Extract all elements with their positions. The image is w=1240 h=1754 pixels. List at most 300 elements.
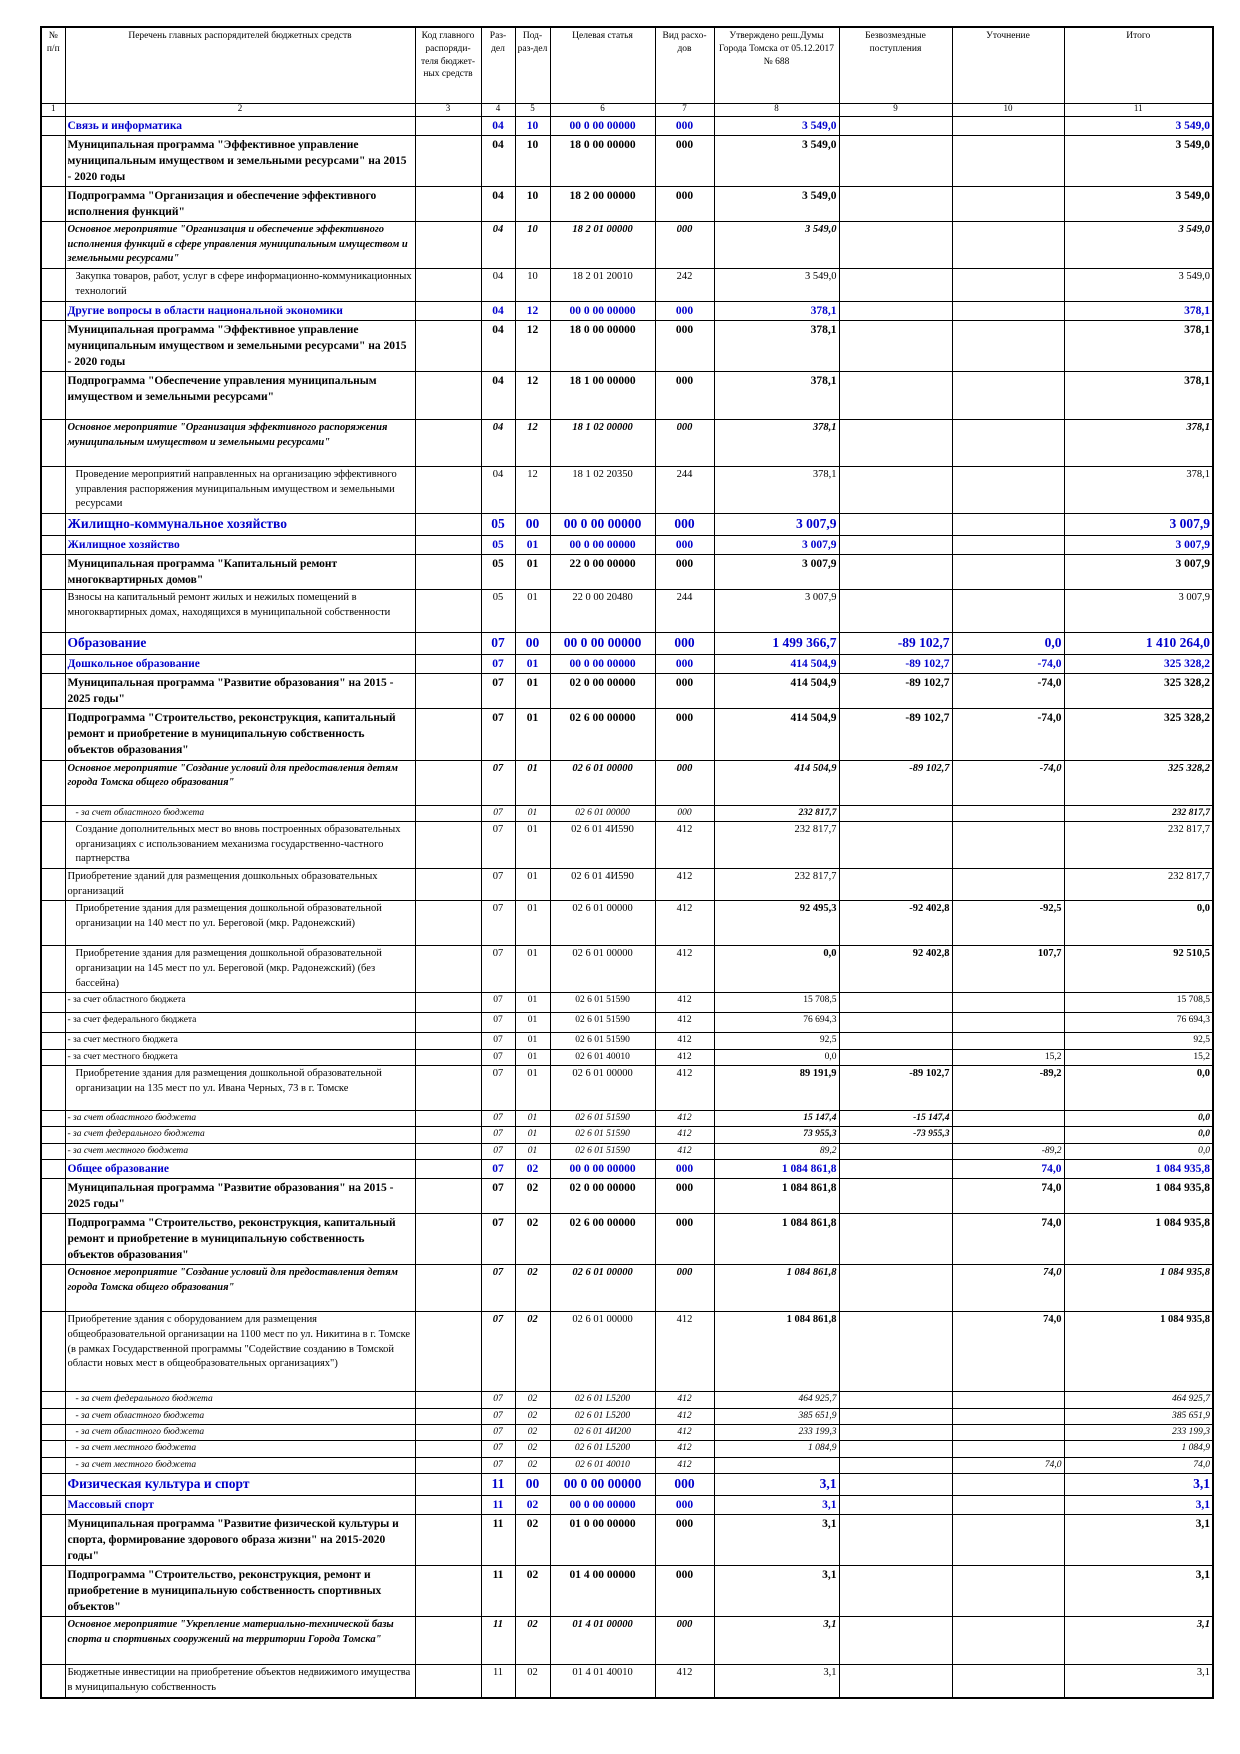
cell-podrazdel: 02 bbox=[515, 1312, 550, 1392]
cell-kod bbox=[415, 1265, 481, 1312]
cell-name: Приобретение здания с оборудованием для размещения общеобразовательной организации на 1100 мест по ул. Никитина в г. Томске (в рамках Государственной программы "Содействие созданию в Томской области новых мест в общеобразовательных организациях") bbox=[65, 1312, 415, 1392]
cell-utverzhdeno: 3 007,9 bbox=[714, 590, 839, 633]
cell-razdel: 11 bbox=[481, 1665, 515, 1698]
cell-npp bbox=[41, 1617, 65, 1665]
cell-itogo: 378,1 bbox=[1064, 320, 1213, 371]
cell-razdel: 07 bbox=[481, 760, 515, 805]
table-row bbox=[41, 946, 1213, 993]
cell-utochnenie bbox=[952, 1392, 1064, 1408]
cell-utverzhdeno: 92,5 bbox=[714, 1033, 839, 1049]
cell-kod bbox=[415, 535, 481, 554]
cell-vid: 000 bbox=[655, 674, 714, 709]
cell-kod bbox=[415, 868, 481, 900]
cell-bezvozmezdnye bbox=[839, 1457, 952, 1473]
header-kod: Код главного распоряди-теля бюджет-ных средств bbox=[415, 27, 481, 103]
cell-celevaya: 01 0 00 00000 bbox=[550, 1514, 655, 1565]
cell-razdel: 07 bbox=[481, 1143, 515, 1159]
table-row bbox=[41, 709, 1213, 760]
table-row bbox=[41, 135, 1213, 186]
cell-razdel: 07 bbox=[481, 901, 515, 946]
cell-utverzhdeno: 378,1 bbox=[714, 466, 839, 513]
cell-bezvozmezdnye bbox=[839, 1665, 952, 1698]
cell-utverzhdeno: 1 084,9 bbox=[714, 1441, 839, 1457]
cell-bezvozmezdnye bbox=[839, 1159, 952, 1178]
cell-utochnenie bbox=[952, 554, 1064, 589]
cell-itogo: 3 549,0 bbox=[1064, 269, 1213, 301]
cell-vid: 412 bbox=[655, 1441, 714, 1457]
cell-razdel: 05 bbox=[481, 513, 515, 535]
cell-npp bbox=[41, 320, 65, 371]
cell-vid: 000 bbox=[655, 371, 714, 419]
cell-vid: 412 bbox=[655, 1013, 714, 1033]
cell-name: Создание дополнительных мест во вновь построенных образовательных организациях с использованием механизма государственно-частного партнерства bbox=[65, 821, 415, 868]
cell-kod bbox=[415, 1441, 481, 1457]
cell-name: Связь и информатика bbox=[65, 116, 415, 135]
cell-celevaya: 02 6 01 51590 bbox=[550, 1033, 655, 1049]
cell-bezvozmezdnye: -89 102,7 bbox=[839, 760, 952, 805]
cell-name: Приобретение здания для размещения дошкольной образовательной организации на 135 мест по ул. Ивана Черных, 73 в г. Томске bbox=[65, 1065, 415, 1110]
cell-utverzhdeno: 76 694,3 bbox=[714, 1013, 839, 1033]
cell-kod bbox=[415, 1425, 481, 1441]
table-row bbox=[41, 1159, 1213, 1178]
table-row bbox=[41, 1425, 1213, 1441]
cell-podrazdel: 01 bbox=[515, 674, 550, 709]
cell-razdel: 07 bbox=[481, 1033, 515, 1049]
cell-utochnenie: -92,5 bbox=[952, 901, 1064, 946]
cell-itogo: 385 651,9 bbox=[1064, 1408, 1213, 1424]
cell-kod bbox=[415, 1495, 481, 1514]
cell-itogo: 0,0 bbox=[1064, 1110, 1213, 1126]
cell-vid: 412 bbox=[655, 821, 714, 868]
cell-celevaya: 02 6 01 L5200 bbox=[550, 1408, 655, 1424]
cell-kod bbox=[415, 554, 481, 589]
cell-utverzhdeno: 464 925,7 bbox=[714, 1392, 839, 1408]
cell-itogo: 3 549,0 bbox=[1064, 116, 1213, 135]
table-row bbox=[41, 805, 1213, 821]
cell-celevaya: 01 4 01 00000 bbox=[550, 1617, 655, 1665]
table-row bbox=[41, 1033, 1213, 1049]
cell-itogo: 3 549,0 bbox=[1064, 186, 1213, 221]
cell-celevaya: 02 6 01 4И590 bbox=[550, 821, 655, 868]
cell-podrazdel: 02 bbox=[515, 1617, 550, 1665]
cell-utochnenie bbox=[952, 466, 1064, 513]
cell-celevaya: 00 0 00 00000 bbox=[550, 301, 655, 320]
cell-bezvozmezdnye: -89 102,7 bbox=[839, 674, 952, 709]
cell-npp bbox=[41, 513, 65, 535]
cell-utochnenie: 74,0 bbox=[952, 1457, 1064, 1473]
cell-name: Основное мероприятие "Создание условий для предоставления детям города Томска общего образования" bbox=[65, 1265, 415, 1312]
cell-name: Общее образование bbox=[65, 1159, 415, 1178]
cell-utochnenie bbox=[952, 868, 1064, 900]
cell-vid: 412 bbox=[655, 1143, 714, 1159]
cell-name: Образование bbox=[65, 633, 415, 655]
cell-razdel: 07 bbox=[481, 1265, 515, 1312]
cell-bezvozmezdnye bbox=[839, 1425, 952, 1441]
cell-podrazdel: 02 bbox=[515, 1665, 550, 1698]
cell-itogo: 3,1 bbox=[1064, 1617, 1213, 1665]
cell-name: Муниципальная программа "Развитие образования" на 2015 - 2025 годы" bbox=[65, 674, 415, 709]
table-row bbox=[41, 320, 1213, 371]
table-row bbox=[41, 1457, 1213, 1473]
cell-podrazdel: 12 bbox=[515, 371, 550, 419]
cell-kod bbox=[415, 1457, 481, 1473]
table-row bbox=[41, 222, 1213, 269]
cell-utverzhdeno: 232 817,7 bbox=[714, 868, 839, 900]
cell-kod bbox=[415, 135, 481, 186]
cell-itogo: 3,1 bbox=[1064, 1665, 1213, 1698]
cell-utochnenie bbox=[952, 821, 1064, 868]
cell-npp bbox=[41, 1392, 65, 1408]
cell-razdel: 05 bbox=[481, 590, 515, 633]
cell-utverzhdeno: 378,1 bbox=[714, 371, 839, 419]
cell-vid: 000 bbox=[655, 419, 714, 466]
cell-vid: 000 bbox=[655, 655, 714, 674]
cell-utverzhdeno: 73 955,3 bbox=[714, 1127, 839, 1143]
cell-razdel: 04 bbox=[481, 135, 515, 186]
cell-vid: 412 bbox=[655, 1065, 714, 1110]
cell-vid: 412 bbox=[655, 1457, 714, 1473]
cell-itogo: 0,0 bbox=[1064, 1127, 1213, 1143]
cell-itogo: 3 007,9 bbox=[1064, 554, 1213, 589]
cell-utochnenie bbox=[952, 1617, 1064, 1665]
cell-utverzhdeno: 378,1 bbox=[714, 320, 839, 371]
table-row bbox=[41, 633, 1213, 655]
cell-npp bbox=[41, 805, 65, 821]
cell-utverzhdeno: 3 007,9 bbox=[714, 513, 839, 535]
cell-name: Основное мероприятие "Укрепление материально-технической базы спорта и спортивных сооружений на территории Города Томска" bbox=[65, 1617, 415, 1665]
cell-podrazdel: 02 bbox=[515, 1214, 550, 1265]
cell-vid: 412 bbox=[655, 1425, 714, 1441]
cell-npp bbox=[41, 760, 65, 805]
cell-kod bbox=[415, 1065, 481, 1110]
cell-npp bbox=[41, 1457, 65, 1473]
cell-kod bbox=[415, 1665, 481, 1698]
cell-vid: 412 bbox=[655, 1049, 714, 1065]
cell-utverzhdeno: 1 084 861,8 bbox=[714, 1178, 839, 1213]
cell-vid: 412 bbox=[655, 868, 714, 900]
cell-celevaya: 18 1 00 00000 bbox=[550, 371, 655, 419]
cell-npp bbox=[41, 269, 65, 301]
cell-utochnenie bbox=[952, 1665, 1064, 1698]
table-row bbox=[41, 1110, 1213, 1126]
cell-name: Основное мероприятие "Организация эффективного распоряжения муниципальным имуществом и земельными ресурсами" bbox=[65, 419, 415, 466]
cell-razdel: 07 bbox=[481, 993, 515, 1013]
cell-kod bbox=[415, 1566, 481, 1617]
cell-kod bbox=[415, 320, 481, 371]
cell-celevaya: 02 6 01 00000 bbox=[550, 1312, 655, 1392]
column-number: 8 bbox=[714, 103, 839, 116]
cell-itogo: 3 007,9 bbox=[1064, 535, 1213, 554]
table-row bbox=[41, 269, 1213, 301]
cell-name: Подпрограмма "Организация и обеспечение эффективного исполнения функций" bbox=[65, 186, 415, 221]
cell-name: Взносы на капитальный ремонт жилых и нежилых помещений в многоквартирных домах, находящихся в муниципальной собственности bbox=[65, 590, 415, 633]
cell-itogo: 1 084 935,8 bbox=[1064, 1178, 1213, 1213]
cell-npp bbox=[41, 1408, 65, 1424]
cell-celevaya: 02 6 01 51590 bbox=[550, 993, 655, 1013]
cell-utochnenie bbox=[952, 371, 1064, 419]
cell-celevaya: 00 0 00 00000 bbox=[550, 535, 655, 554]
cell-utverzhdeno: 3,1 bbox=[714, 1566, 839, 1617]
table-row bbox=[41, 466, 1213, 513]
cell-utverzhdeno: 3 007,9 bbox=[714, 554, 839, 589]
cell-vid: 000 bbox=[655, 513, 714, 535]
cell-utochnenie bbox=[952, 1495, 1064, 1514]
table-row bbox=[41, 1214, 1213, 1265]
cell-podrazdel: 10 bbox=[515, 135, 550, 186]
table-row bbox=[41, 419, 1213, 466]
cell-name: Муниципальная программа "Эффективное управление муниципальным имуществом и земельными ресурсами" на 2015 - 2020 годы bbox=[65, 320, 415, 371]
cell-bezvozmezdnye bbox=[839, 186, 952, 221]
column-number: 6 bbox=[550, 103, 655, 116]
cell-razdel: 11 bbox=[481, 1514, 515, 1565]
cell-itogo: 76 694,3 bbox=[1064, 1013, 1213, 1033]
cell-bezvozmezdnye bbox=[839, 419, 952, 466]
cell-podrazdel: 01 bbox=[515, 1127, 550, 1143]
table-row bbox=[41, 655, 1213, 674]
cell-bezvozmezdnye: -73 955,3 bbox=[839, 1127, 952, 1143]
cell-name: - за счет местного бюджета bbox=[65, 1457, 415, 1473]
cell-itogo: 3 549,0 bbox=[1064, 222, 1213, 269]
cell-bezvozmezdnye bbox=[839, 301, 952, 320]
cell-name: Другие вопросы в области национальной экономики bbox=[65, 301, 415, 320]
cell-npp bbox=[41, 1425, 65, 1441]
cell-utochnenie bbox=[952, 301, 1064, 320]
cell-bezvozmezdnye bbox=[839, 1566, 952, 1617]
cell-razdel: 07 bbox=[481, 1110, 515, 1126]
table-row bbox=[41, 1127, 1213, 1143]
cell-utverzhdeno: 89 191,9 bbox=[714, 1065, 839, 1110]
cell-utverzhdeno: 378,1 bbox=[714, 419, 839, 466]
cell-kod bbox=[415, 1049, 481, 1065]
cell-celevaya: 18 0 00 00000 bbox=[550, 135, 655, 186]
cell-bezvozmezdnye: -89 102,7 bbox=[839, 1065, 952, 1110]
table-row bbox=[41, 674, 1213, 709]
cell-celevaya: 01 4 00 00000 bbox=[550, 1566, 655, 1617]
cell-razdel: 07 bbox=[481, 1178, 515, 1213]
cell-podrazdel: 00 bbox=[515, 1473, 550, 1495]
table-row bbox=[41, 1143, 1213, 1159]
cell-name: Физическая культура и спорт bbox=[65, 1473, 415, 1495]
table-row bbox=[41, 868, 1213, 900]
cell-razdel: 07 bbox=[481, 1457, 515, 1473]
cell-bezvozmezdnye bbox=[839, 554, 952, 589]
cell-utochnenie: 15,2 bbox=[952, 1049, 1064, 1065]
cell-podrazdel: 01 bbox=[515, 946, 550, 993]
cell-razdel: 07 bbox=[481, 1049, 515, 1065]
cell-kod bbox=[415, 946, 481, 993]
cell-name: Муниципальная программа "Развитие физической культуры и спорта, формирование здорового образа жизни" на 2015-2020 годы" bbox=[65, 1514, 415, 1565]
cell-bezvozmezdnye bbox=[839, 116, 952, 135]
cell-itogo: 232 817,7 bbox=[1064, 821, 1213, 868]
cell-name: Закупка товаров, работ, услуг в сфере информационно-коммуникационных технологий bbox=[65, 269, 415, 301]
cell-npp bbox=[41, 821, 65, 868]
cell-podrazdel: 01 bbox=[515, 805, 550, 821]
cell-utochnenie bbox=[952, 1127, 1064, 1143]
cell-celevaya: 02 6 01 51590 bbox=[550, 1143, 655, 1159]
cell-razdel: 07 bbox=[481, 1425, 515, 1441]
cell-vid: 412 bbox=[655, 901, 714, 946]
cell-npp bbox=[41, 1473, 65, 1495]
cell-podrazdel: 01 bbox=[515, 1143, 550, 1159]
cell-celevaya: 02 6 01 51590 bbox=[550, 1127, 655, 1143]
cell-utochnenie bbox=[952, 1514, 1064, 1565]
cell-vid: 000 bbox=[655, 1495, 714, 1514]
table-row bbox=[41, 1495, 1213, 1514]
cell-bezvozmezdnye: 92 402,8 bbox=[839, 946, 952, 993]
cell-npp bbox=[41, 901, 65, 946]
cell-name: Муниципальная программа "Капитальный ремонт многоквартирных домов" bbox=[65, 554, 415, 589]
budget-table bbox=[40, 26, 1214, 1699]
cell-celevaya: 18 2 00 00000 bbox=[550, 186, 655, 221]
table-row bbox=[41, 1312, 1213, 1392]
cell-vid: 000 bbox=[655, 1473, 714, 1495]
cell-celevaya: 18 2 01 00000 bbox=[550, 222, 655, 269]
column-number: 4 bbox=[481, 103, 515, 116]
cell-kod bbox=[415, 301, 481, 320]
cell-bezvozmezdnye: -89 102,7 bbox=[839, 655, 952, 674]
cell-kod bbox=[415, 805, 481, 821]
column-number: 10 bbox=[952, 103, 1064, 116]
cell-bezvozmezdnye bbox=[839, 1049, 952, 1065]
cell-name: Бюджетные инвестиции на приобретение объектов недвижимого имущества в муниципальную собственность bbox=[65, 1665, 415, 1698]
cell-podrazdel: 02 bbox=[515, 1392, 550, 1408]
cell-name: Массовый спорт bbox=[65, 1495, 415, 1514]
cell-utverzhdeno: 92 495,3 bbox=[714, 901, 839, 946]
cell-razdel: 04 bbox=[481, 301, 515, 320]
cell-vid: 000 bbox=[655, 116, 714, 135]
cell-utochnenie: 107,7 bbox=[952, 946, 1064, 993]
cell-podrazdel: 02 bbox=[515, 1159, 550, 1178]
cell-podrazdel: 02 bbox=[515, 1441, 550, 1457]
cell-podrazdel: 01 bbox=[515, 993, 550, 1013]
header-bezvozmezdnye: Безвозмездные поступления bbox=[839, 27, 952, 103]
cell-kod bbox=[415, 709, 481, 760]
cell-vid: 000 bbox=[655, 709, 714, 760]
table-row bbox=[41, 371, 1213, 419]
cell-podrazdel: 02 bbox=[515, 1178, 550, 1213]
cell-utochnenie: -89,2 bbox=[952, 1143, 1064, 1159]
header-itogo: Итого bbox=[1064, 27, 1213, 103]
cell-name: - за счет областного бюджета bbox=[65, 1408, 415, 1424]
cell-kod bbox=[415, 1143, 481, 1159]
cell-name: Приобретение здания для размещения дошкольной образовательной организации на 140 мест по ул. Береговой (мкр. Радонежский) bbox=[65, 901, 415, 946]
cell-celevaya: 02 6 01 00000 bbox=[550, 901, 655, 946]
cell-vid: 412 bbox=[655, 1110, 714, 1126]
cell-itogo: 378,1 bbox=[1064, 466, 1213, 513]
table-row bbox=[41, 1265, 1213, 1312]
cell-celevaya: 02 6 01 4И200 bbox=[550, 1425, 655, 1441]
cell-vid: 000 bbox=[655, 535, 714, 554]
cell-utverzhdeno: 232 817,7 bbox=[714, 805, 839, 821]
cell-utochnenie: -74,0 bbox=[952, 674, 1064, 709]
cell-celevaya: 02 6 01 51590 bbox=[550, 1013, 655, 1033]
cell-utochnenie bbox=[952, 1473, 1064, 1495]
cell-utochnenie bbox=[952, 1033, 1064, 1049]
cell-vid: 000 bbox=[655, 805, 714, 821]
cell-celevaya: 00 0 00 00000 bbox=[550, 513, 655, 535]
cell-celevaya: 00 0 00 00000 bbox=[550, 655, 655, 674]
cell-utochnenie: -89,2 bbox=[952, 1065, 1064, 1110]
cell-npp bbox=[41, 590, 65, 633]
cell-bezvozmezdnye bbox=[839, 1214, 952, 1265]
cell-razdel: 07 bbox=[481, 821, 515, 868]
cell-kod bbox=[415, 1214, 481, 1265]
cell-itogo: 92 510,5 bbox=[1064, 946, 1213, 993]
cell-npp bbox=[41, 655, 65, 674]
cell-razdel: 04 bbox=[481, 466, 515, 513]
cell-kod bbox=[415, 222, 481, 269]
cell-itogo: 1 084 935,8 bbox=[1064, 1214, 1213, 1265]
cell-utverzhdeno: 0,0 bbox=[714, 946, 839, 993]
cell-npp bbox=[41, 1566, 65, 1617]
cell-utverzhdeno: 3 549,0 bbox=[714, 135, 839, 186]
cell-razdel: 07 bbox=[481, 868, 515, 900]
cell-bezvozmezdnye bbox=[839, 1178, 952, 1213]
cell-vid: 000 bbox=[655, 760, 714, 805]
cell-name: Муниципальная программа "Эффективное управление муниципальным имуществом и земельными ресурсами" на 2015 - 2020 годы bbox=[65, 135, 415, 186]
cell-vid: 412 bbox=[655, 1312, 714, 1392]
cell-npp bbox=[41, 116, 65, 135]
table-row bbox=[41, 1514, 1213, 1565]
column-number: 3 bbox=[415, 103, 481, 116]
cell-celevaya: 02 0 00 00000 bbox=[550, 674, 655, 709]
cell-npp bbox=[41, 1665, 65, 1698]
cell-podrazdel: 01 bbox=[515, 1033, 550, 1049]
header-celevaya: Целевая статья bbox=[550, 27, 655, 103]
table-row bbox=[41, 901, 1213, 946]
cell-celevaya: 02 6 01 L5200 bbox=[550, 1441, 655, 1457]
cell-kod bbox=[415, 1127, 481, 1143]
cell-podrazdel: 01 bbox=[515, 901, 550, 946]
cell-npp bbox=[41, 1265, 65, 1312]
cell-name: - за счет федерального бюджета bbox=[65, 1392, 415, 1408]
header-podrazdel: Под-раз-дел bbox=[515, 27, 550, 103]
cell-itogo: 3 007,9 bbox=[1064, 513, 1213, 535]
cell-utverzhdeno: 3,1 bbox=[714, 1665, 839, 1698]
cell-vid: 000 bbox=[655, 320, 714, 371]
header-utverzhdeno: Утверждено реш.Думы Города Томска от 05.12.2017 № 688 bbox=[714, 27, 839, 103]
cell-itogo: 92,5 bbox=[1064, 1033, 1213, 1049]
cell-podrazdel: 02 bbox=[515, 1408, 550, 1424]
cell-razdel: 07 bbox=[481, 1065, 515, 1110]
cell-celevaya: 18 2 01 20010 bbox=[550, 269, 655, 301]
table-row bbox=[41, 1617, 1213, 1665]
cell-name: Дошкольное образование bbox=[65, 655, 415, 674]
column-number: 7 bbox=[655, 103, 714, 116]
cell-kod bbox=[415, 1514, 481, 1565]
cell-vid: 412 bbox=[655, 1665, 714, 1698]
cell-utochnenie bbox=[952, 1425, 1064, 1441]
cell-razdel: 07 bbox=[481, 1312, 515, 1392]
table-row bbox=[41, 186, 1213, 221]
cell-vid: 412 bbox=[655, 1033, 714, 1049]
cell-itogo: 378,1 bbox=[1064, 371, 1213, 419]
table-row bbox=[41, 1473, 1213, 1495]
cell-podrazdel: 12 bbox=[515, 466, 550, 513]
cell-utochnenie bbox=[952, 135, 1064, 186]
cell-bezvozmezdnye bbox=[839, 371, 952, 419]
cell-npp bbox=[41, 1013, 65, 1033]
cell-celevaya: 02 6 00 00000 bbox=[550, 1214, 655, 1265]
cell-kod bbox=[415, 1312, 481, 1392]
cell-utochnenie: -74,0 bbox=[952, 655, 1064, 674]
cell-kod bbox=[415, 419, 481, 466]
cell-utochnenie: 74,0 bbox=[952, 1159, 1064, 1178]
cell-bezvozmezdnye bbox=[839, 1033, 952, 1049]
cell-kod bbox=[415, 1110, 481, 1126]
cell-podrazdel: 10 bbox=[515, 116, 550, 135]
cell-itogo: 3 007,9 bbox=[1064, 590, 1213, 633]
